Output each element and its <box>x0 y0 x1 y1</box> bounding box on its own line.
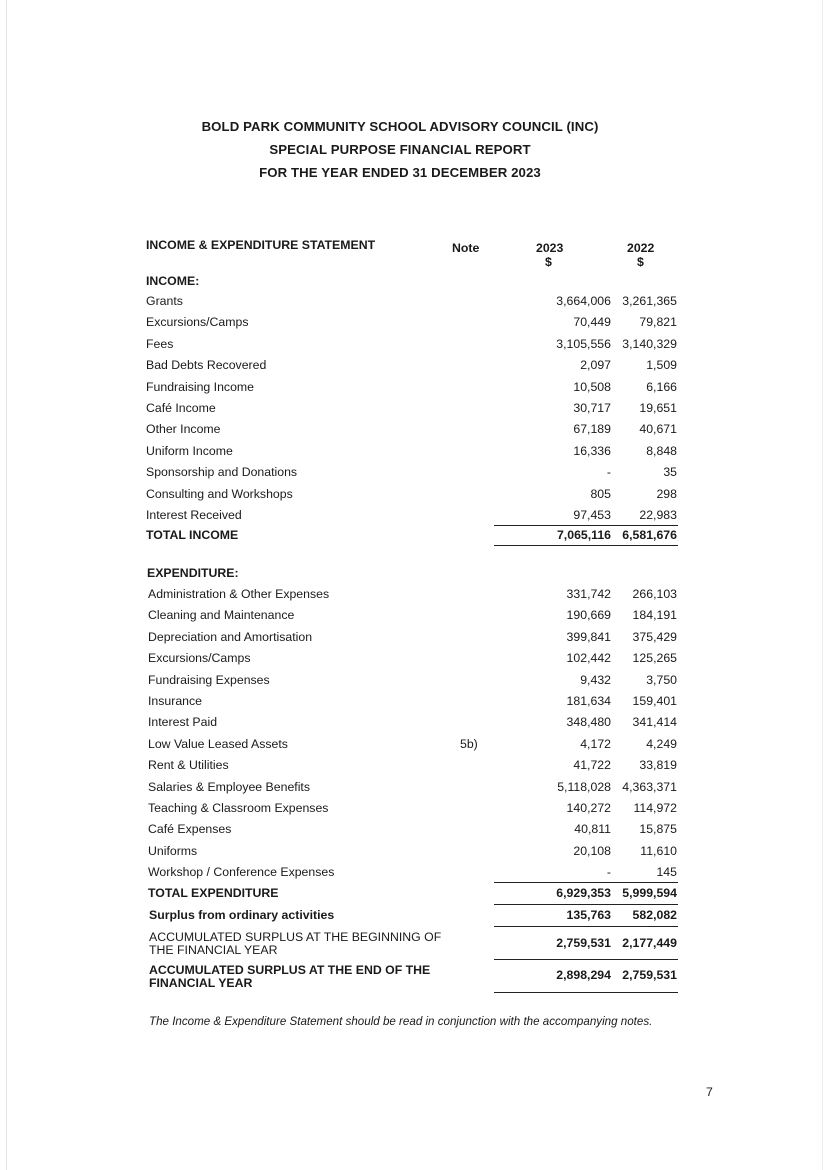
expenditure-heading: EXPENDITURE: <box>147 566 239 580</box>
income-row-2023: 3,664,006 <box>556 294 611 308</box>
currency-2022-header: $ <box>637 255 644 269</box>
expenditure-row-label: Café Expenses <box>148 822 232 837</box>
note-column-header: Note <box>452 241 480 255</box>
income-row-2022: 22,983 <box>639 508 677 522</box>
income-row-2023: 10,508 <box>573 379 611 394</box>
statement-footnote: The Income & Expenditure Statement should be read in conjunction with the accompanying notes. <box>149 1015 653 1028</box>
scan-edge-right <box>822 0 823 1170</box>
income-row-2023: 16,336 <box>573 443 611 458</box>
expenditure-row-2023: 102,442 <box>566 651 611 666</box>
expenditure-row-2022: 15,875 <box>639 822 677 837</box>
income-row-2023: 2,097 <box>580 358 611 373</box>
report-organisation-title: BOLD PARK COMMUNITY SCHOOL ADVISORY COUNCIL (INC) <box>201 119 599 134</box>
accumulated-surplus-beginning-label-line2: THE FINANCIAL YEAR <box>149 943 278 957</box>
year-2023-header: 2023 <box>536 241 564 255</box>
expenditure-row-2023: 40,811 <box>574 822 611 837</box>
accumulated-surplus-beginning-2022: 2,177,449 <box>622 936 677 950</box>
report-period-title: FOR THE YEAR ENDED 31 DECEMBER 2023 <box>259 165 541 180</box>
expenditure-row-2023: 41,722 <box>573 758 611 773</box>
expenditure-row-2022: 145 <box>656 865 677 880</box>
surplus-2022: 582,082 <box>632 908 677 922</box>
income-row-label: Fundraising Income <box>146 379 254 394</box>
expenditure-row-2022: 375,429 <box>632 629 677 644</box>
expenditure-row-label: Excursions/Camps <box>148 651 251 666</box>
expenditure-row-2022: 4,363,371 <box>622 779 677 794</box>
surplus-rule <box>494 926 678 927</box>
income-row-2022: 40,671 <box>639 422 677 437</box>
income-row-2023: 805 <box>590 486 611 501</box>
accumulated-surplus-end-label-line1: ACCUMULATED SURPLUS AT THE END OF THE <box>149 963 431 977</box>
accumulated-surplus-end-2022: 2,759,531 <box>622 968 677 982</box>
income-row-label: Interest Received <box>146 508 242 522</box>
page-number: 7 <box>706 1085 713 1099</box>
expenditure-row-2022: 341,414 <box>632 715 677 730</box>
expenditure-row-2023: 5,118,028 <box>557 779 611 794</box>
expenditure-row-2022: 125,265 <box>632 651 677 666</box>
report-type-title: SPECIAL PURPOSE FINANCIAL REPORT <box>269 142 531 157</box>
expenditure-row-2023: 399,841 <box>566 629 611 644</box>
total-expenditure-2022: 5,999,594 <box>622 886 677 900</box>
income-heading: INCOME: <box>146 274 200 288</box>
income-row-label: Sponsorship and Donations <box>146 465 298 480</box>
expenditure-total-rule-top <box>494 882 678 883</box>
expenditure-row-2023: 190,669 <box>566 608 611 623</box>
expenditure-row-2023: 140,272 <box>566 801 611 815</box>
expenditure-row-label: Depreciation and Amortisation <box>148 629 313 644</box>
expenditure-row-label: Uniforms <box>148 843 198 858</box>
total-income-2022: 6,581,676 <box>622 528 677 542</box>
income-row-label: Grants <box>146 294 183 308</box>
end-rule <box>494 992 678 993</box>
accumulated-surplus-end-2023: 2,898,294 <box>556 968 611 982</box>
expenditure-row-label: Workshop / Conference Expenses <box>148 865 335 880</box>
income-row-2022: 3,140,329 <box>622 336 677 351</box>
income-row-2022: 79,821 <box>639 315 677 330</box>
expenditure-row-2022: 3,750 <box>646 672 677 687</box>
total-expenditure-2023: 6,929,353 <box>556 886 611 900</box>
expenditure-row-note: 5b) <box>460 736 478 751</box>
beginning-rule <box>494 959 678 960</box>
expenditure-row-label: Cleaning and Maintenance <box>148 608 295 623</box>
total-expenditure-label: TOTAL EXPENDITURE <box>148 886 279 900</box>
expenditure-row-2022: 159,401 <box>632 694 677 708</box>
expenditure-row-2022: 114,972 <box>633 801 677 815</box>
income-row-2022: 6,166 <box>646 379 677 394</box>
expenditure-row-label: Insurance <box>148 694 203 708</box>
expenditure-row-label: Administration & Other Expenses <box>148 587 330 601</box>
income-row-2023: 67,189 <box>573 422 611 437</box>
statement-title: INCOME & EXPENDITURE STATEMENT <box>146 238 376 252</box>
income-row-2022: 19,651 <box>639 401 677 415</box>
expenditure-row-label: Interest Paid <box>148 715 218 730</box>
accumulated-surplus-beginning-label-line1: ACCUMULATED SURPLUS AT THE BEGINNING OF <box>149 930 442 944</box>
expenditure-row-label: Teaching & Classroom Expenses <box>148 801 329 815</box>
income-row-2022: 1,509 <box>646 358 677 373</box>
surplus-2023: 135,763 <box>566 908 611 922</box>
expenditure-row-2022: 184,191 <box>632 608 677 623</box>
income-row-label: Other Income <box>146 422 221 437</box>
expenditure-row-2023: - <box>606 865 611 880</box>
expenditure-row-label: Low Value Leased Assets <box>148 736 288 751</box>
income-row-2023: 97,453 <box>573 508 611 522</box>
total-income-2023: 7,065,116 <box>556 528 611 542</box>
expenditure-row-2022: 4,249 <box>646 736 677 751</box>
income-row-2023: 70,449 <box>573 315 611 330</box>
income-row-2023: - <box>606 465 611 480</box>
expenditure-row-2023: 181,634 <box>566 694 611 708</box>
expenditure-row-2022: 11,610 <box>640 843 677 858</box>
total-income-label: TOTAL INCOME <box>146 528 239 542</box>
accumulated-surplus-beginning-2023: 2,759,531 <box>556 936 611 950</box>
expenditure-row-label: Rent & Utilities <box>148 758 229 773</box>
accumulated-surplus-end-label-line2: FINANCIAL YEAR <box>149 976 253 990</box>
income-row-2023: 30,717 <box>573 401 611 415</box>
income-row-label: Excursions/Camps <box>146 315 249 330</box>
expenditure-total-rule-bottom <box>494 904 678 905</box>
expenditure-row-2023: 331,742 <box>566 587 611 601</box>
income-row-2022: 35 <box>663 465 677 480</box>
expenditure-row-2022: 266,103 <box>632 587 677 601</box>
income-row-2022: 8,848 <box>646 443 677 458</box>
currency-2023-header: $ <box>545 255 552 269</box>
income-row-2022: 3,261,365 <box>622 294 677 308</box>
income-total-rule-bottom <box>494 545 678 546</box>
expenditure-row-label: Salaries & Employee Benefits <box>148 779 310 794</box>
expenditure-row-2022: 33,819 <box>639 758 677 773</box>
income-row-label: Fees <box>146 336 174 351</box>
income-total-rule-top <box>494 525 678 526</box>
income-row-label: Bad Debts Recovered <box>146 358 267 373</box>
expenditure-row-2023: 20,108 <box>573 843 611 858</box>
year-2022-header: 2022 <box>627 241 655 255</box>
expenditure-row-label: Fundraising Expenses <box>148 672 270 687</box>
income-row-label: Café Income <box>146 401 216 415</box>
surplus-label: Surplus from ordinary activities <box>149 908 335 922</box>
income-row-label: Consulting and Workshops <box>146 486 293 501</box>
expenditure-row-2023: 348,480 <box>566 715 611 730</box>
income-row-2022: 298 <box>656 486 677 501</box>
income-row-2023: 3,105,556 <box>556 336 611 351</box>
expenditure-row-2023: 4,172 <box>580 736 611 751</box>
expenditure-row-2023: 9,432 <box>580 672 611 687</box>
income-row-label: Uniform Income <box>146 443 233 458</box>
